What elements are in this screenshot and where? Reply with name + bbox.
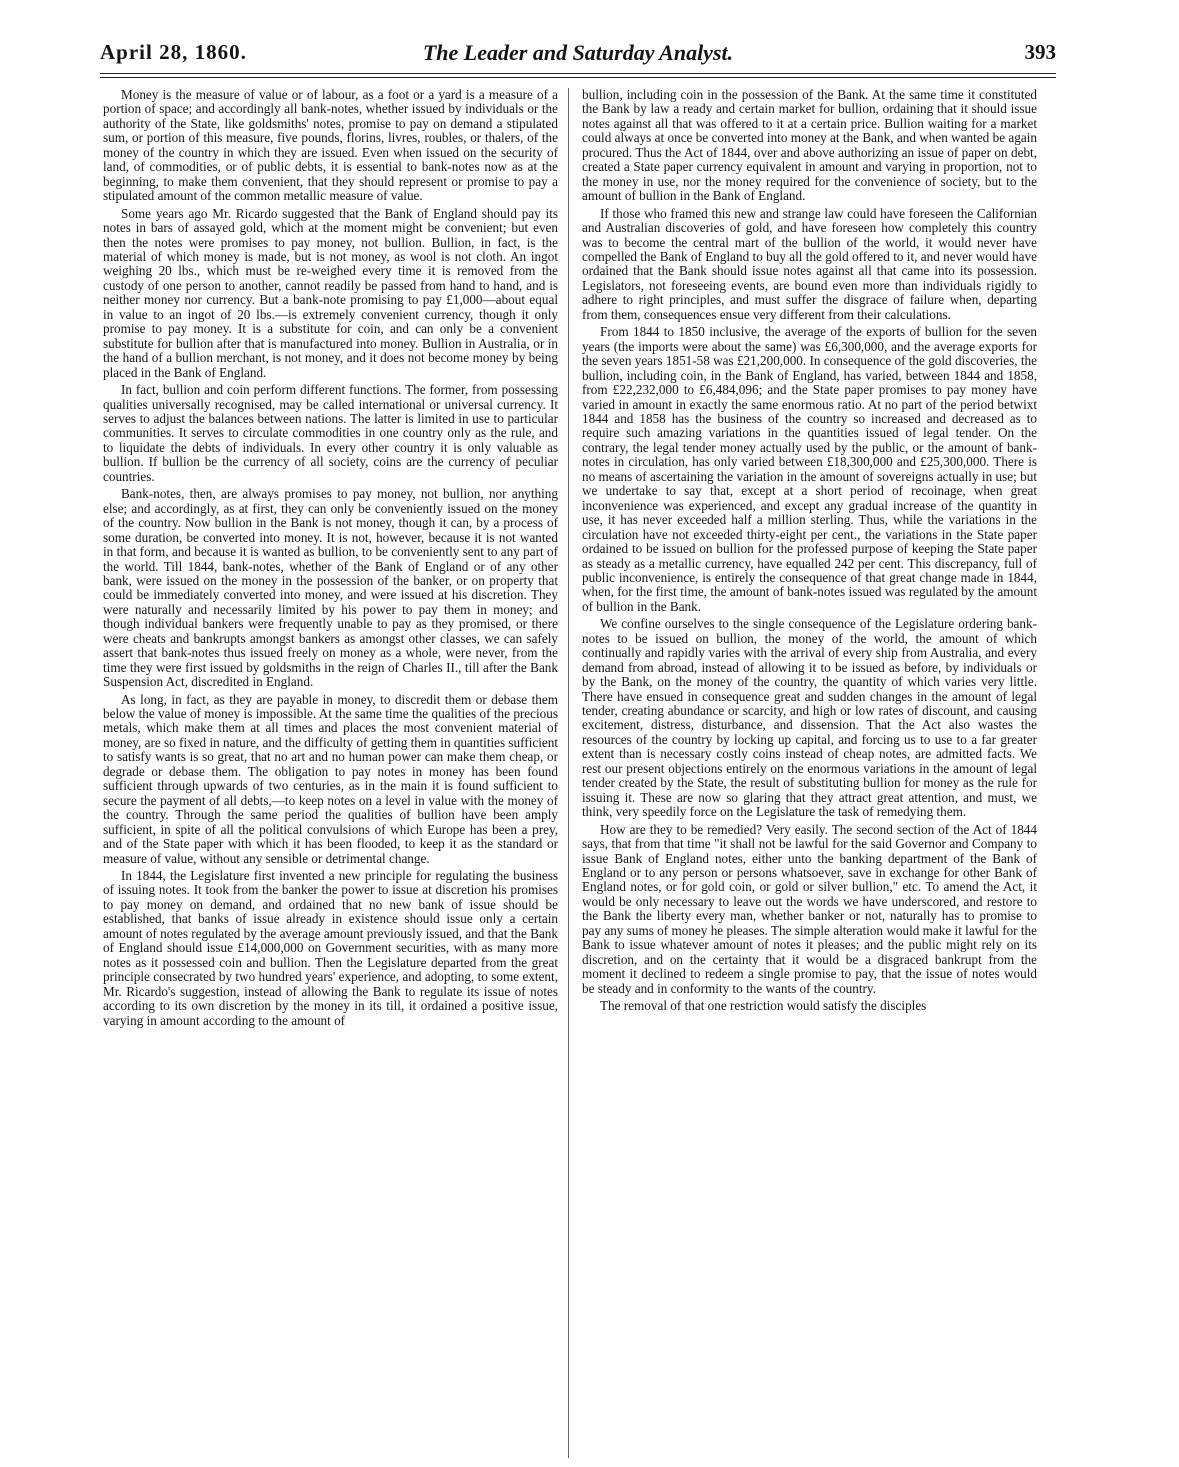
paragraph: We confine ourselves to the single consequence of the Legislature ordering bank-notes to be issued on bullion, the money of the world, the amount of which continually and rapidly varies with the arrival of every ship from Australia, and every demand from abroad, instead of allowing it to be issued as before, by individuals or by the Bank, on the money of the country, the quantity of which varies very little. There have ensued in consequence great and sudden changes in the amount of legal tender, creating abundance or scarcity, and high or low rates of discount, and causing excitement, distress, disturbance, and dissension. That the Act also wastes the resources of the country by locking up capital, and forcing us to use to a far greater extent than is necessary costly coins instead of cheap notes, are admitted facts. We rest our present objections entirely on the enormous variations in the amount of legal tender created by the State, the result of substituting bullion for money as the rule for issuing it. These are now so glaring that they attract great attention, and must, we think, very speedily force on the Legislature the task of remedying them. (582, 616, 1037, 820)
paragraph: Bank-notes, then, are always promises to pay money, not bullion, nor anything else; and accordingly, as at first, they can only be conveniently issued on the money of the country. Now bullion in the Bank is not money, though it can, by a process of some duration, be converted into money. It is not, however, because it is not wanted in that form, and because it is wanted as bullion, to be conveniently sent to any part of the world. Till 1844, bank-notes, whether of the Bank of England or of any other bank, were issued on the money in the possession of the banker, or on property that could be immediately converted into money, and were issued at his discretion. They were naturally and necessarily limited by his power to pay them in money; and though individual bankers were frequently unable to pay as they promised, or there were cheats and bankrupts amongst bankers as amongst other classes, we can safely assert that bank-notes thus issued freely on money as a whole, were never, from the time they were first issued by goldsmiths in the reign of Charles II., till after the Bank Suspension Act, discredited in England. (103, 486, 558, 690)
header-rule-bottom (100, 77, 1056, 78)
left-column (103, 88, 558, 1458)
header-rule-top (100, 73, 1056, 74)
paragraph: As long, in fact, as they are payable in money, to discredit them or debase them below the value of money is impossible. At the same time the qualities of the precious metals, which make them at all times and places the most convenient material of money, are so fixed in nature, and the difficulty of getting them in quantities sufficient to satisfy wants is so great, that no art and no human power can make them cheap, or degrade or debase them. The obligation to pay notes in money has been found sufficient through upwards of two centuries, as in the main it is found sufficient to secure the payment of all debts,—to keep notes on a level in value with the money of the country. Through the same period the qualities of bullion have been amply sufficient, in spite of all the political convulsions of which Europe has been a prey, and of the State paper with which it has been flooded, to keep it as the standard or measure of value, without any sensible or detrimental change. (103, 691, 558, 866)
paragraph: How are they to be remedied? Very easily. The second section of the Act of 1844 says, that from that time "it shall not be lawful for the said Governor and Company to issue Bank of England notes, either unto the banking department of the Bank of England or to any person or persons whatsoever, save in exchange for other Bank of England notes, or for gold coin, or gold or silver bullion," etc. To amend the Act, it would be only necessary to leave out the words we have underscored, and restore to the Bank the liberty every man, whether banker or not, naturally has to promise to pay any sums of money he pleases. The simple alteration would make it lawful for the Bank to issue whatever amount of notes it pleases; and the public might rely on its discretion, and on the certainty that it would be a disgraced bankrupt from the moment it declined to redeem a single promise to pay, that the issue of notes would be steady and in conformity to the wants of the country. (582, 821, 1037, 996)
issue-date: April 28, 1860. (100, 40, 247, 64)
publication-title: The Leader and Saturday Analyst. (422, 40, 734, 65)
paragraph: In 1844, the Legislature first invented a new principle for regulating the business of issuing notes. It took from the banker the power to issue at discretion his promises to pay money on demand, and ordained that no new bank of issue should be established, that banks of issue already in existence should issue only a certain amount of notes regulated by the average amount previously issued, and that the Bank of England should issue £14,000,000 on Government securities, with as many more notes as it possessed coin and bullion. Then the Legislature departed from the great principle consecrated by two hundred years' experience, and adopting, to some extent, Mr. Ricardo's suggestion, instead of allowing the Bank to regulate its issue of notes according to its own discretion by the money in its till, it ordained a positive issue, varying in amount according to the amount of (103, 868, 558, 1028)
paragraph: Money is the measure of value or of labour, as a foot or a yard is a measure of a portion of space; and accordingly all bank-notes, whether issued by individuals or the authority of the State, like goldsmiths' notes, promise to pay on demand a stipulated sum, or portion of this measure, five pounds, florins, livres, roubles, or thalers, of the money of the country in which they are issued. Even when issued on the security of land, of commodities, or of public debts, it is essential to bank-notes now as at the beginning, to make them convenient, that they should represent or promise to pay a stipulated amount of the common metallic measure of value. (103, 88, 558, 204)
column-divider (568, 88, 569, 1458)
paragraph: bullion, including coin in the possession of the Bank. At the same time it constituted the Bank by law a ready and certain market for bullion, ordaining that it should issue notes against all that was offered to it at a certain price. Bullion waiting for a market could always at once be converted into money at the Bank, and when wanted be again procured. Thus the Act of 1844, over and above authorizing an issue of paper on debt, created a State paper currency equivalent in amount and varying in proportion, not to the money in use, nor the money required for the convenience of society, but to the amount of bullion in the Bank of England. (582, 88, 1037, 204)
paragraph: In fact, bullion and coin perform different functions. The former, from possessing qualities universally recognised, may be called international or universal currency. It serves to adjust the balances between nations. The latter is limited in use to particular communities. It serves to circulate commodities in one country only as the rule, and to liquidate the debts of individuals. In every other country it is only valuable as bullion. If bullion be the currency of all society, coins are the currency of peculiar countries. (103, 382, 558, 484)
right-column (582, 88, 1037, 1458)
paragraph: From 1844 to 1850 inclusive, the average of the exports of bullion for the seven years (the imports were about the same) was £6,300,000, and the average exports for the seven years 1851-58 was £21,200,000. In consequence of the gold discoveries, the bullion, including coin, in the Bank of England, has varied, between 1844 and 1858, from £22,232,000 to £6,484,096; and the State paper promises to pay money have varied in amount in exactly the same enormous ratio. At no part of the period betwixt 1844 and 1858 has the business of the country so increased and decreased as to require such amazing variations in the quantities issued of legal tender. On the contrary, the legal tender money actually used by the public, or the amount of bank-notes in circulation, has only varied between £18,300,000 and £25,300,000. There is no means of ascertaining the variation in the amount of sovereigns actually in use; but we undertake to say that, except at a short period of recoinage, when great inconvenience was experienced, and except any gradual increase of the quantity in use, it has never exceeded half a million sterling. Thus, while the variations in the circulation have not exceeded thirty-eight per cent., the variations in the State paper ordained to be issued on bullion for the professed purpose of keeping the State paper as steady as a metallic currency, have equalled 242 per cent. This discrepancy, full of public inconvenience, is entirely the consequence of that great change made in 1844, when, for the first time, the amount of bank-notes issued was regulated by the amount of bullion in the Bank. (582, 324, 1037, 614)
paragraph: Some years ago Mr. Ricardo suggested that the Bank of England should pay its notes in bars of assayed gold, which at the moment might be convenient; but even then the notes were promises to pay money, not bullion. Bullion, in fact, is the material of which money is made, but is not money, as wool is not cloth. An ingot weighing 20 lbs., which must be re-weighed every time it is removed from the custody of one person to another, cannot readily be passed from hand to hand, and is neither money nor currency. But a bank-note promising to pay £1,000—about equal in value to an ingot of 20 lbs.—is extremely convenient currency, though it only promise to pay money. It is a substitute for coin, and can only be a convenient substitute for bullion after that is manufactured into money. Bullion in Australia, or in the hand of a bullion merchant, is not money, and it does not become money by being placed in the Bank of England. (103, 205, 558, 380)
paragraph: The removal of that one restriction would satisfy the disciples (600, 998, 927, 1014)
page-number: 393 (1024, 40, 1056, 64)
paragraph: If those who framed this new and strange law could have foreseen the Californian and Australian discoveries of gold, and have foreseen how completely this country was to become the central mart of the bullion of the world, it would never have compelled the Bank of England to buy all the gold offered to it, and never would have ordained that the Bank should issue notes against all that came into its possession. Legislators, not foreseeing events, are bound even more than individuals rigidly to adhere to right principles, and must suffer the disgrace of failure when, departing from them, consequences ensue very different from their calculations. (582, 205, 1037, 322)
page-header (100, 38, 1056, 72)
